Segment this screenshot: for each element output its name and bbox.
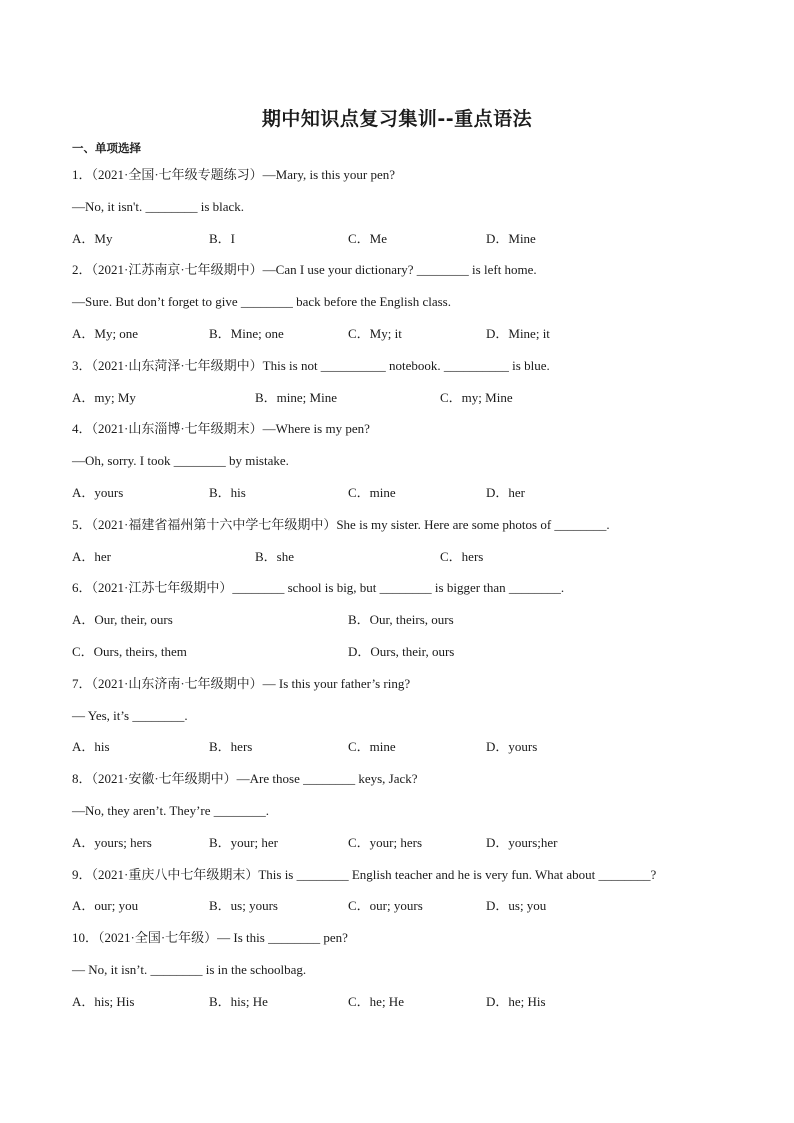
question-line: — No, it isn’t. ________ is in the schoolbag. (72, 962, 307, 977)
answer-option[interactable]: B．she (255, 548, 295, 564)
answer-option[interactable]: C．mine (348, 485, 396, 500)
answer-option[interactable]: B．his (209, 485, 246, 500)
answer-option[interactable]: A．her (72, 548, 111, 564)
answer-option[interactable]: D．yours (486, 739, 538, 755)
answer-option[interactable]: B．his; He (209, 993, 268, 1009)
answer-option[interactable]: B．us; yours (209, 898, 278, 914)
answer-option[interactable]: A．his; His (72, 993, 135, 1009)
answer-option[interactable]: A．My; one (72, 326, 139, 341)
answer-option[interactable]: D．us; you (486, 898, 547, 914)
answer-option[interactable]: D．Mine; it (486, 326, 550, 341)
answer-option[interactable]: A．yours; hers (72, 834, 152, 850)
answer-option[interactable]: C．hers (440, 548, 484, 564)
question-stem: 2．（2021·江苏南京·七年级期中）—Can I use your dictionary? ________ is left home. (72, 262, 537, 278)
answer-option[interactable]: A．yours (72, 485, 124, 500)
answer-option[interactable]: C．mine (348, 739, 396, 755)
section-heading: 一、单项选择 (72, 141, 141, 155)
answer-option[interactable]: D．he; His (486, 993, 546, 1009)
question-stem: 8．（2021·安徽·七年级期中）—Are those ________ keys, Jack? (72, 771, 418, 787)
question-line: —Oh, sorry. I took ________ by mistake. (72, 453, 289, 469)
answer-option[interactable]: B．Our, theirs, ours (348, 612, 454, 628)
question-line: —Sure. But don’t forget to give ________ back before the English class. (72, 294, 451, 310)
answer-option[interactable]: B．I (209, 230, 236, 246)
answer-option[interactable]: D．Ours, their, ours (348, 644, 455, 659)
answer-option[interactable]: A．our; you (72, 898, 139, 914)
question-line: —No, they aren’t. They’re ________. (72, 803, 269, 818)
question-stem: 6．（2021·江苏七年级期中）________ school is big, but ________ is bigger than ________. (72, 580, 565, 596)
question-line: — Yes, it’s ________. (72, 707, 188, 723)
answer-option[interactable]: D．yours;her (486, 834, 558, 850)
answer-option[interactable]: B．your; her (209, 834, 278, 850)
answer-option[interactable]: D．Mine (486, 230, 536, 246)
page-title: 期中知识点复习集训--重点语法 (261, 108, 533, 130)
answer-option[interactable]: B．mine; Mine (255, 389, 337, 405)
answer-option[interactable]: A．his (72, 739, 110, 755)
answer-option[interactable]: C．your; hers (348, 834, 423, 850)
answer-option[interactable]: C．our; yours (348, 898, 423, 914)
answer-option[interactable]: C．Ours, theirs, them (72, 644, 187, 659)
question-stem: 7．（2021·山东济南·七年级期中）— Is this your father’s ring? (72, 675, 411, 691)
answer-option[interactable]: A．Our, their, ours (72, 612, 173, 628)
question-stem: 10．（2021·全国·七年级）— Is this ________ pen? (72, 930, 348, 946)
answer-option[interactable]: C．Me (348, 230, 388, 246)
question-stem: 5．（2021·福建省福州第十六中学七年级期中）She is my sister. Here are some photos of ________. (72, 516, 610, 532)
answer-option[interactable]: A．my; My (72, 389, 136, 405)
answer-option[interactable]: C．My; it (348, 326, 402, 341)
question-stem: 4．（2021·山东淄博·七年级期末）—Where is my pen? (72, 421, 370, 437)
answer-option[interactable]: B．hers (209, 739, 253, 755)
answer-option[interactable]: B．Mine; one (209, 326, 284, 341)
answer-option[interactable]: C．he; He (348, 993, 404, 1009)
answer-option[interactable]: A．My (72, 230, 113, 246)
question-stem: 3．（2021·山东菏泽·七年级期中）This is not __________ notebook. __________ is blue. (72, 357, 550, 373)
answer-option[interactable]: C．my; Mine (440, 389, 513, 405)
answer-option[interactable]: D．her (486, 485, 525, 500)
question-stem: 1．（2021·全国·七年级专题练习）—Mary, is this your pen? (72, 167, 396, 182)
question-stem: 9．（2021·重庆八中七年级期末）This is ________ English teacher and he is very fun. What about ________? (72, 866, 657, 882)
question-line: —No, it isn't. ________ is black. (72, 198, 245, 214)
